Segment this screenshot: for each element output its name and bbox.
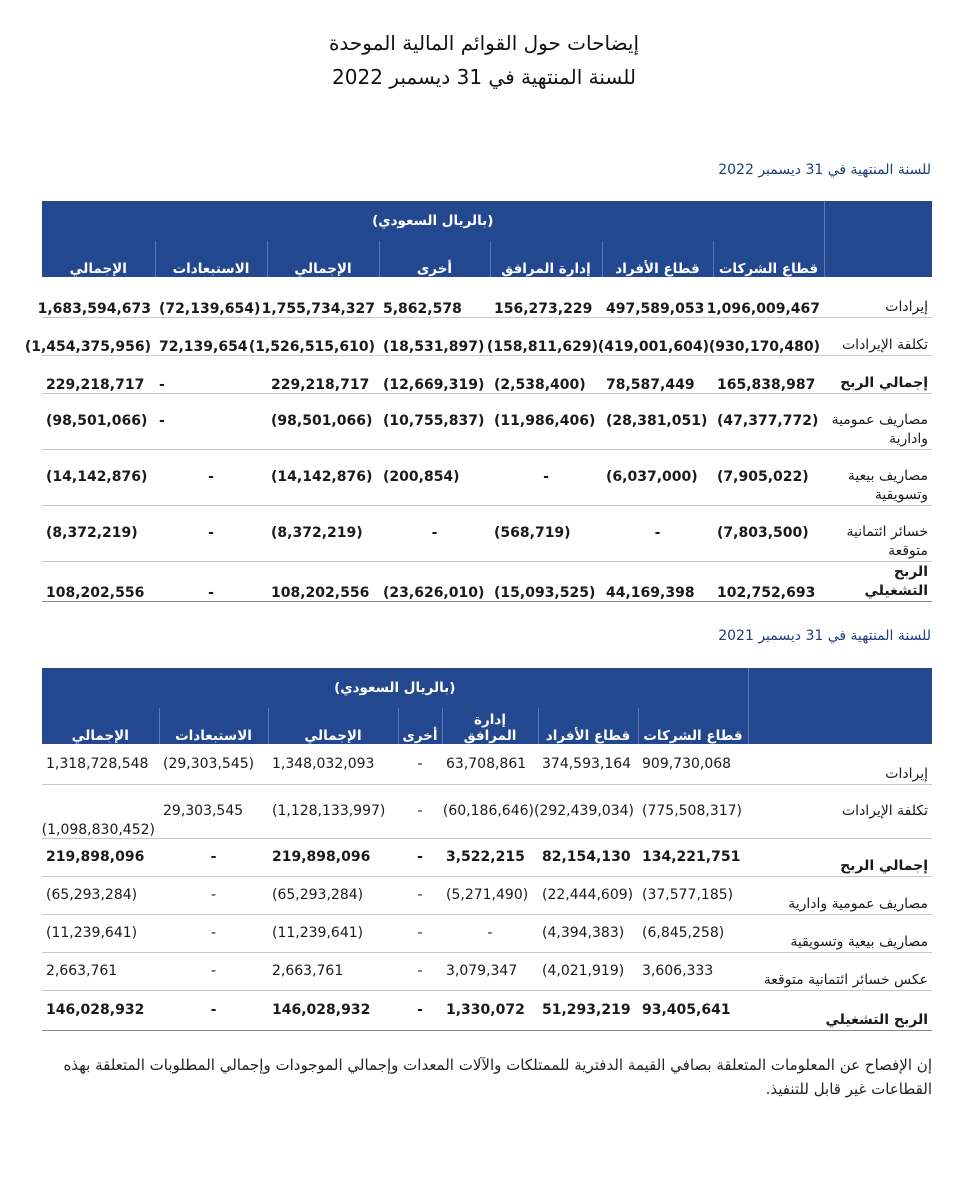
col-header-eliminations: الاستبعادات <box>155 241 267 277</box>
cell-value: (72,139,654) <box>155 277 267 317</box>
cell-value: 72,139,654 <box>155 317 267 355</box>
table-row <box>42 277 932 317</box>
cell-value: (18,531,897) <box>379 317 490 355</box>
cell-value: - <box>159 838 268 876</box>
row-label: عكس خسائر ائتمانية متوقعة <box>748 952 932 990</box>
period-heading-2021: للسنة المنتهية في 31 ديسمبر 2021 <box>718 628 931 644</box>
cell-value: - <box>398 838 442 876</box>
cell-value: (11,239,641) <box>268 914 398 952</box>
cell-value: (7,905,022) <box>713 449 824 505</box>
cell-value: - <box>159 952 268 990</box>
cell-value: - <box>379 505 490 561</box>
cell-value: (7,803,500) <box>713 505 824 561</box>
cell-value: - <box>155 355 267 393</box>
cell-value: (22,444,609) <box>538 876 638 914</box>
disclosure-note: إن الإفصاح عن المعلومات المتعلقة بصافي القيمة الدفترية للممتلكات والآلات المعدات وإجمالي الموجودات وإجمالي المطلوبات المتعلقة بهذه القطاعات غير قابل للتنفيذ. <box>63 1056 932 1098</box>
cell-value: (28,381,051) <box>602 393 713 449</box>
cell-value: - <box>602 505 713 561</box>
row-label: الربح التشغيلي <box>748 990 932 1030</box>
title-line-2: للسنة المنتهية في 31 ديسمبر 2022 <box>332 65 636 89</box>
cell-value: (14,142,876) <box>42 449 155 505</box>
table-row <box>42 990 932 1030</box>
cell-value: 82,154,130 <box>538 838 638 876</box>
segment-table-2022 <box>24 201 932 602</box>
cell-value: (200,854) <box>379 449 490 505</box>
table-row <box>42 952 932 990</box>
cell-value: 374,593,164 <box>538 744 638 784</box>
document-title <box>0 26 968 94</box>
col-header-subtotal: الإجمالي <box>268 708 398 744</box>
row-label: إجمالي الربح <box>824 355 932 393</box>
row-label: مصاريف عمومية وادارية <box>748 876 932 914</box>
cell-value: - <box>398 744 442 784</box>
cell-value: 63,708,861 <box>442 744 538 784</box>
col-header-eliminations: الاستبعادات <box>159 708 268 744</box>
cell-value: 165,838,987 <box>713 355 824 393</box>
table-row <box>42 505 932 561</box>
cell-value: 2,663,761 <box>268 952 398 990</box>
cell-value: - <box>398 784 442 838</box>
col-header-corporate: قطاع الشركات <box>713 241 824 277</box>
cell-value: - <box>155 393 267 449</box>
cell-value: (1,526,515,610) <box>267 317 379 355</box>
cell-value: (8,372,219) <box>267 505 379 561</box>
cell-value: 1,348,032,093 <box>268 744 398 784</box>
row-label: إجمالي الربح <box>748 838 932 876</box>
table-row <box>42 317 932 355</box>
header-corner <box>824 201 932 277</box>
cell-value: (6,037,000) <box>602 449 713 505</box>
cell-value: (65,293,284) <box>42 876 159 914</box>
cell-value: 3,522,215 <box>442 838 538 876</box>
cell-value: - <box>159 914 268 952</box>
cell-value: (568,719) <box>490 505 602 561</box>
cell-value: 497,589,053 <box>602 277 713 317</box>
cell-value: (4,394,383) <box>538 914 638 952</box>
cell-value: (37,577,185) <box>638 876 748 914</box>
col-header-individuals: قطاع الأفراد <box>602 241 713 277</box>
cell-value: 1,683,594,673 <box>42 277 155 317</box>
cell-value: (158,811,629) <box>490 317 602 355</box>
header-corner <box>748 668 932 744</box>
cell-value: - <box>159 876 268 914</box>
cell-value: (1,454,375,956) <box>42 317 155 355</box>
cell-value: (98,501,066) <box>267 393 379 449</box>
segment-table-2021 <box>42 668 932 1031</box>
cell-value: 102,752,693 <box>713 561 824 601</box>
col-header-other: أخرى <box>379 241 490 277</box>
cell-value: 78,587,449 <box>602 355 713 393</box>
cell-value: (775,508,317) <box>638 784 748 838</box>
row-label: الربح التشغيلي <box>824 561 932 601</box>
table-row <box>42 393 932 449</box>
table-row <box>42 784 932 838</box>
row-label: مصاريف عمومية وادارية <box>824 393 932 449</box>
cell-value: - <box>490 449 602 505</box>
title-line-1: إيضاحات حول القوائم المالية الموحدة <box>328 31 640 55</box>
cell-value: (1,098,830,452) <box>42 784 159 838</box>
cell-value: 156,273,229 <box>490 277 602 317</box>
cell-value: 44,169,398 <box>602 561 713 601</box>
cell-value: (14,142,876) <box>267 449 379 505</box>
cell-value: 134,221,751 <box>638 838 748 876</box>
cell-value: 3,606,333 <box>638 952 748 990</box>
table-row <box>42 838 932 876</box>
cell-value: 1,096,009,467 <box>713 277 824 317</box>
cell-value: (23,626,010) <box>379 561 490 601</box>
currency-label: (بالريال السعودي) <box>42 668 748 708</box>
cell-value: (11,239,641) <box>42 914 159 952</box>
cell-value: - <box>398 952 442 990</box>
col-header-facilities: إدارة المرافق <box>490 241 602 277</box>
cell-value: 5,862,578 <box>379 277 490 317</box>
cell-value: 108,202,556 <box>42 561 155 601</box>
cell-value: 3,079,347 <box>442 952 538 990</box>
cell-value: (419,001,604) <box>602 317 713 355</box>
col-header-total: الإجمالي <box>42 241 155 277</box>
cell-value: 229,218,717 <box>267 355 379 393</box>
col-header-individuals: قطاع الأفراد <box>538 708 638 744</box>
cell-value: - <box>159 990 268 1030</box>
currency-label: (بالريال السعودي) <box>42 201 824 241</box>
cell-value: 108,202,556 <box>267 561 379 601</box>
cell-value: (29,303,545) <box>159 744 268 784</box>
cell-value: - <box>155 505 267 561</box>
cell-value: (65,293,284) <box>268 876 398 914</box>
table-row <box>42 914 932 952</box>
cell-value: 219,898,096 <box>42 838 159 876</box>
cell-value: 29,303,545 <box>159 784 268 838</box>
cell-value: (6,845,258) <box>638 914 748 952</box>
cell-value: (15,093,525) <box>490 561 602 601</box>
cell-value: 146,028,932 <box>268 990 398 1030</box>
row-label: مصاريف بيعية وتسويقية <box>748 914 932 952</box>
row-label: تكلفة الإيرادات <box>824 317 932 355</box>
cell-value: (10,755,837) <box>379 393 490 449</box>
table-row <box>42 355 932 393</box>
cell-value: - <box>398 990 442 1030</box>
cell-value: (47,377,772) <box>713 393 824 449</box>
col-header-total: الإجمالي <box>42 708 159 744</box>
table-row <box>42 744 932 784</box>
row-label: مصاريف بيعية وتسويقية <box>824 449 932 505</box>
cell-value: (1,128,133,997) <box>268 784 398 838</box>
cell-value: (2,538,400) <box>490 355 602 393</box>
row-label: إيرادات <box>824 277 932 317</box>
period-heading-2022: للسنة المنتهية في 31 ديسمبر 2022 <box>718 162 931 178</box>
row-label: خسائر ائتمانية متوقعة <box>824 505 932 561</box>
cell-value: (4,021,919) <box>538 952 638 990</box>
cell-value: 909,730,068 <box>638 744 748 784</box>
col-header-subtotal: الإجمالي <box>267 241 379 277</box>
cell-value: - <box>398 914 442 952</box>
cell-value: (5,271,490) <box>442 876 538 914</box>
cell-value: (8,372,219) <box>42 505 155 561</box>
table-row <box>42 876 932 914</box>
cell-value: 2,663,761 <box>42 952 159 990</box>
table-row <box>42 449 932 505</box>
cell-value: 51,293,219 <box>538 990 638 1030</box>
cell-value: (98,501,066) <box>42 393 155 449</box>
cell-value: (292,439,034) <box>538 784 638 838</box>
cell-value: 1,755,734,327 <box>267 277 379 317</box>
cell-value: - <box>155 561 267 601</box>
table-row <box>42 561 932 601</box>
cell-value: 146,028,932 <box>42 990 159 1030</box>
cell-value: 1,330,072 <box>442 990 538 1030</box>
cell-value: (930,170,480) <box>713 317 824 355</box>
cell-value: (12,669,319) <box>379 355 490 393</box>
cell-value: 93,405,641 <box>638 990 748 1030</box>
col-header-facilities: إدارة المرافق <box>442 708 538 744</box>
cell-value: 219,898,096 <box>268 838 398 876</box>
col-header-other: أخرى <box>398 708 442 744</box>
cell-value: (11,986,406) <box>490 393 602 449</box>
cell-value: (60,186,646) <box>442 784 538 838</box>
cell-value: - <box>398 876 442 914</box>
cell-value: - <box>442 914 538 952</box>
row-label: إيرادات <box>748 744 932 784</box>
cell-value: 229,218,717 <box>42 355 155 393</box>
col-header-corporate: قطاع الشركات <box>638 708 748 744</box>
cell-value: 1,318,728,548 <box>42 744 159 784</box>
cell-value: - <box>155 449 267 505</box>
row-label: تكلفة الإيرادات <box>748 784 932 838</box>
